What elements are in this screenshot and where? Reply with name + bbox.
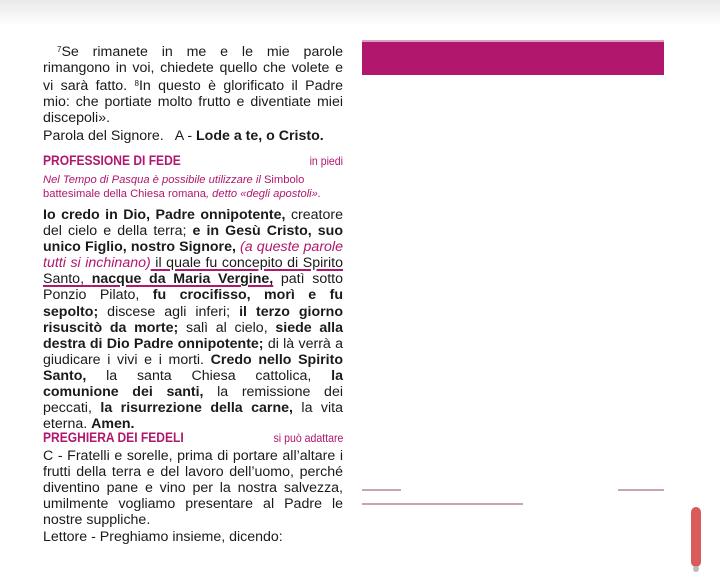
prayer-heading xyxy=(43,429,343,445)
rubric-inline: (a queste parole tutti si inchinano) xyxy=(43,239,343,272)
scrollbar-thumb[interactable] xyxy=(691,507,701,567)
section-title: PREGHIERA DEI FEDELI xyxy=(43,429,184,445)
divider xyxy=(618,489,664,491)
adapt-note: si può adattare xyxy=(273,431,343,445)
reader-line: Lettore - Preghiamo insieme, dicendo: xyxy=(43,529,283,546)
acclamation: Parola del Signore. A - Lode a te, o Cristo. xyxy=(43,128,324,145)
creed-rubric: Nel Tempo di Pasqua è possibile utilizzare il Simbolo battesimale della Chiesa romana, detto «degli apostoli». xyxy=(43,174,322,200)
posture-note: in piedi xyxy=(309,154,343,168)
gospel-verses: $^7$Se rimanete in me e le mie parole rimangono in voi, chiedete quello che volete e vi sarà fatto. $^8$In questo è glorificato il Padre mio: che portiate molto frutto e diventiate miei discepoli». xyxy=(43,44,343,127)
divider xyxy=(362,503,523,505)
section-title: PROFESSIONE DI FEDE xyxy=(43,152,181,168)
prayer-text xyxy=(43,448,343,546)
scrollbar-end xyxy=(693,566,699,572)
prayer-intro: C - Fratelli e sorelle, prima di portare all’altare i frutti della terra e del lavoro dell’uomo, perché diventino pane e vino per la nostra salvezza, umilmente vogliamo presentare al Padre le nostre suppliche. xyxy=(43,448,343,529)
creed-text: Io credo in Dio, Padre onnipotente, creatore del cielo e della terra; e in Gesù Cristo, suo unico Figlio, nostro Signore, (a queste parole tutti si inchinano) il quale fu concepito di Spirito Santo, nacque da Maria Vergine, patì sotto Ponzio Pilato, fu crocifisso, morì e fu sepolto; discese agli inferi; il terzo giorno risuscitò da morte; salì al cielo, siede alla destra di Dio Padre onnipotente; di là verrà a giudicare i vivi e i morti. Credo nello Spirito Santo, la santa Chiesa cattolica, la comunione dei santi, la remissione dei peccati, la risurrezione della carne, la vita eterna. Amen. xyxy=(43,207,344,433)
highlighted-text: il quale fu concepito di Spirito Santo, nacque da Maria Vergine, xyxy=(43,255,343,288)
header-banner xyxy=(362,40,664,75)
gospel-ending xyxy=(43,42,343,145)
creed-heading xyxy=(43,152,343,168)
divider xyxy=(362,489,401,491)
top-edge xyxy=(0,0,720,26)
